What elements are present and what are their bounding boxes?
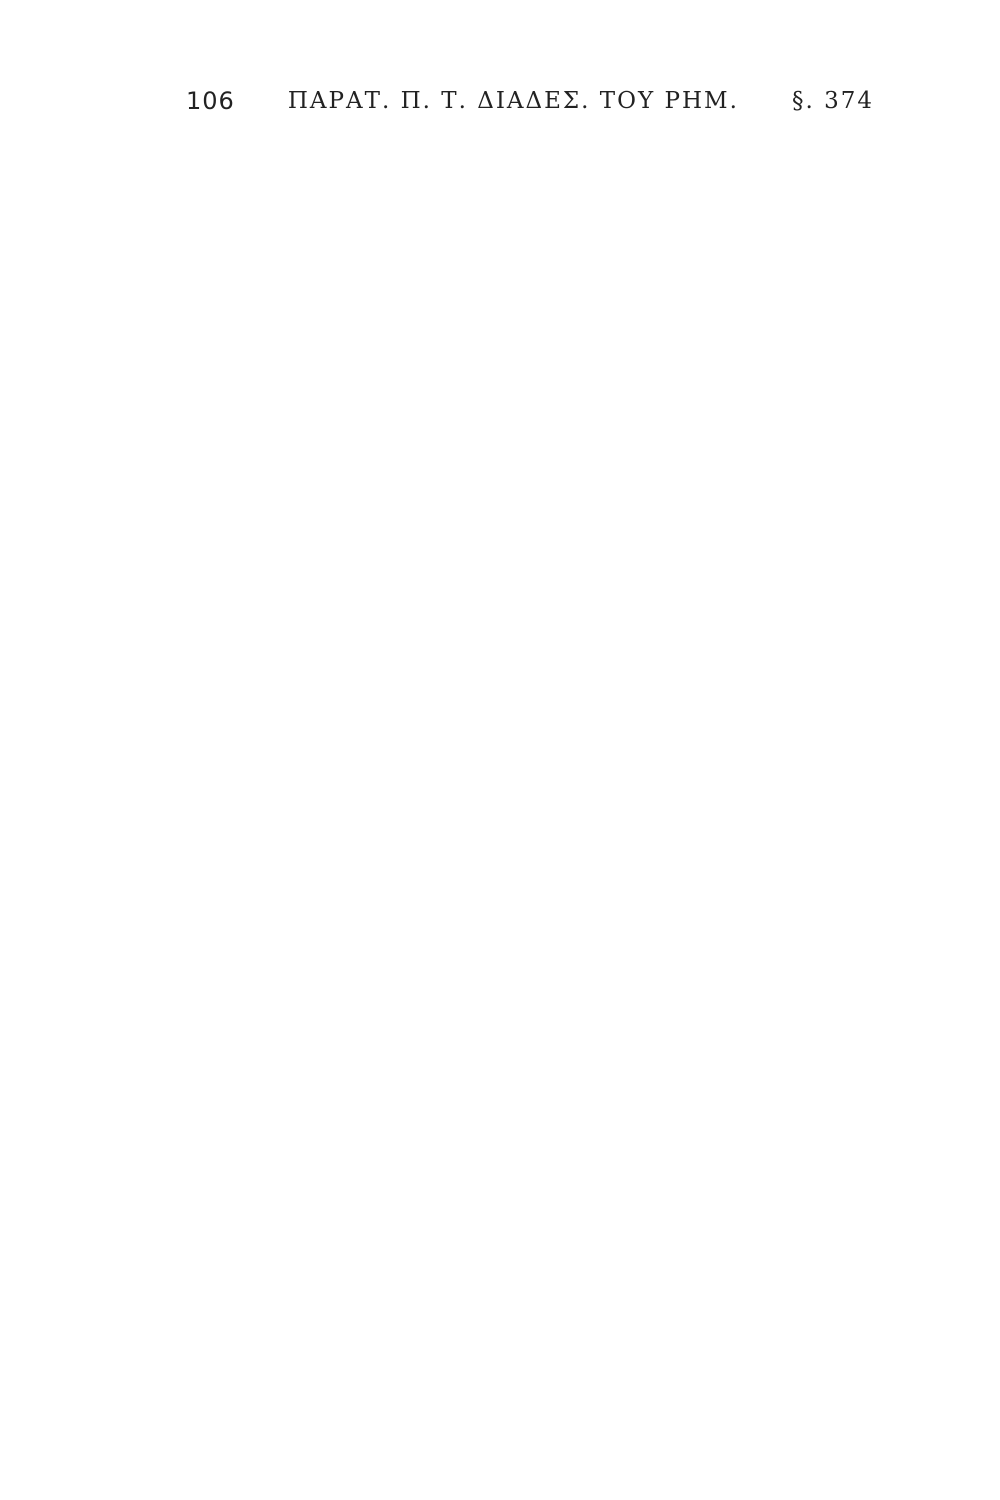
- running-title: ΠΑΡΑΤ. Π. Τ. ΔΙΑΔΕΣ. ΤΟΥ ΡΗΜ.: [287, 88, 739, 114]
- running-header: [186, 84, 874, 118]
- section-number: §. 374: [791, 88, 874, 114]
- page-number: 106: [186, 87, 235, 115]
